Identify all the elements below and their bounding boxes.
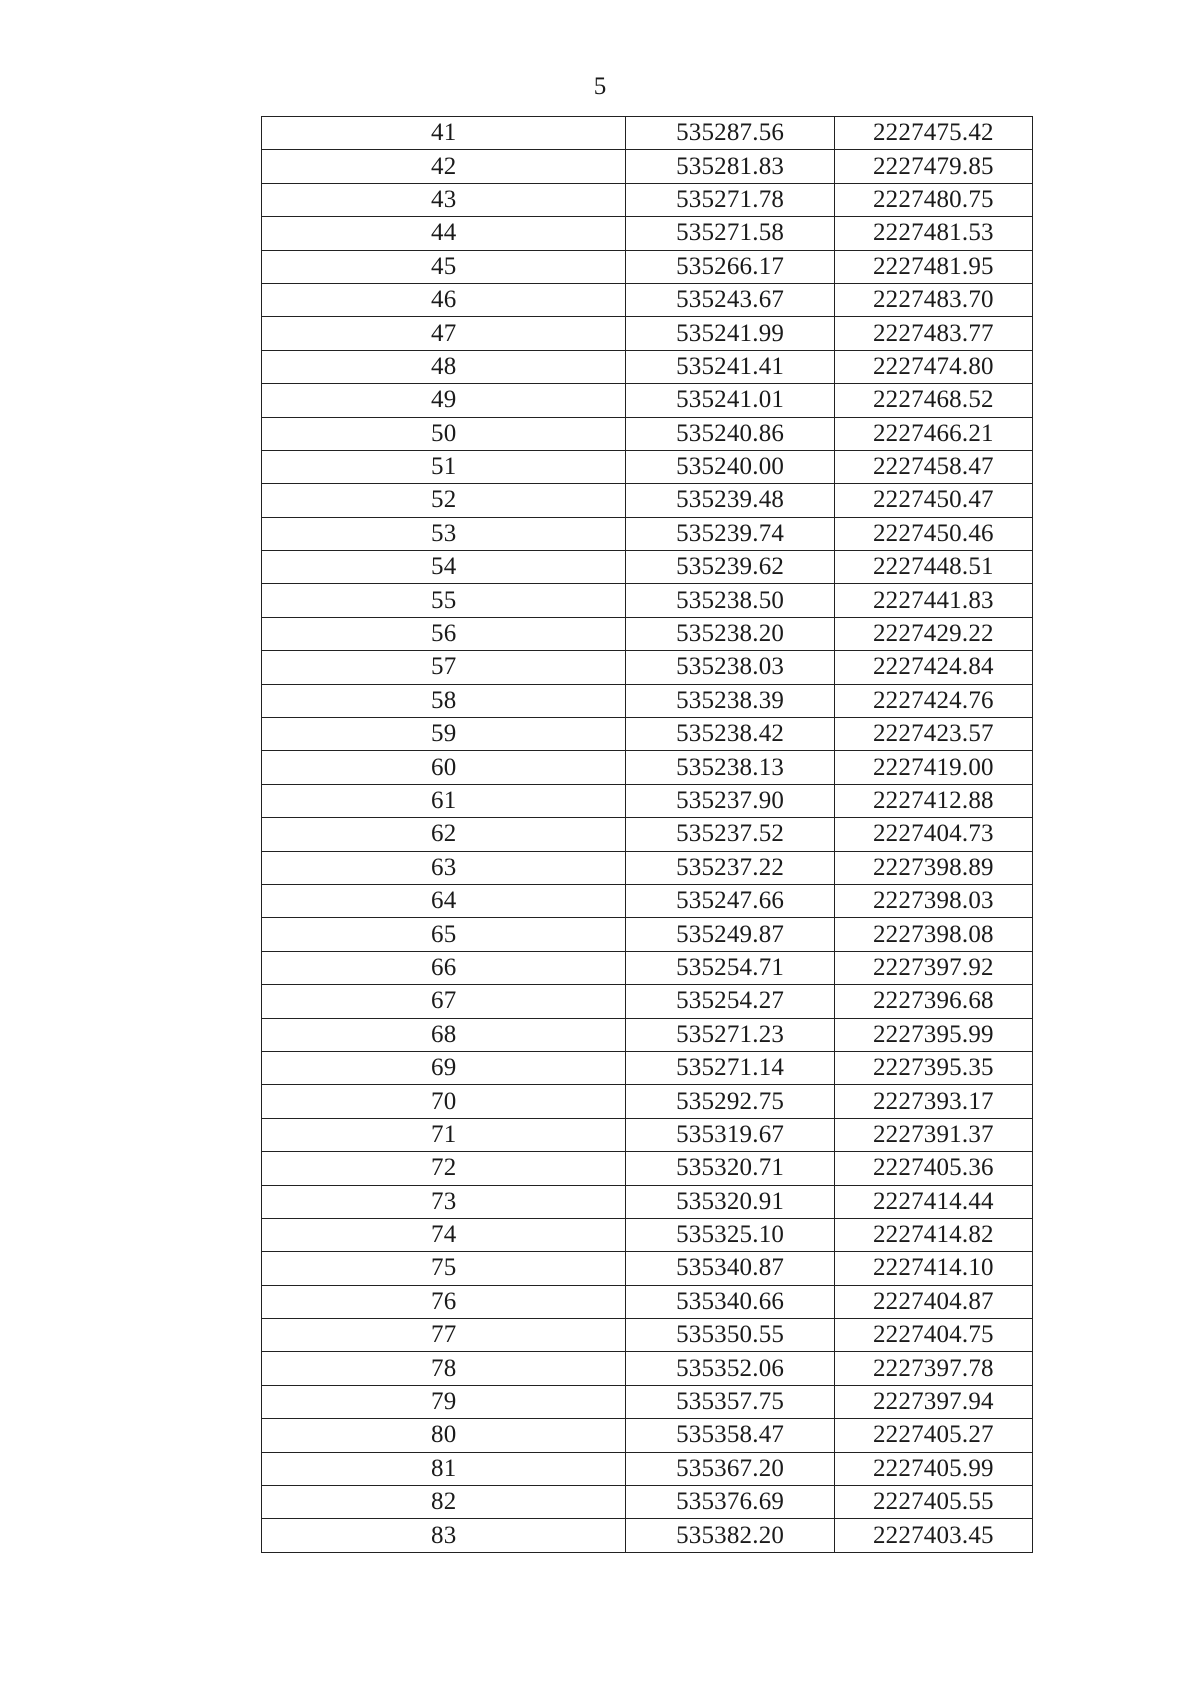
- x-coordinate-cell: 535266.17: [626, 250, 834, 283]
- y-coordinate-cell: 2227481.53: [834, 217, 1032, 250]
- table-row: [262, 1319, 1033, 1352]
- x-coordinate-cell: 535358.47: [626, 1419, 834, 1452]
- table-row: [262, 918, 1033, 951]
- y-coordinate-cell: 2227405.55: [834, 1486, 1032, 1519]
- point-number-cell: 64: [262, 884, 626, 917]
- point-number-cell: 73: [262, 1185, 626, 1218]
- y-coordinate-cell: 2227398.08: [834, 918, 1032, 951]
- x-coordinate-cell: 535241.99: [626, 317, 834, 350]
- y-coordinate-cell: 2227396.68: [834, 985, 1032, 1018]
- x-coordinate-cell: 535247.66: [626, 884, 834, 917]
- table-row: [262, 551, 1033, 584]
- y-coordinate-cell: 2227468.52: [834, 384, 1032, 417]
- x-coordinate-cell: 535340.87: [626, 1252, 834, 1285]
- y-coordinate-cell: 2227475.42: [834, 117, 1032, 150]
- point-number-cell: 48: [262, 350, 626, 383]
- point-number-cell: 83: [262, 1519, 626, 1552]
- x-coordinate-cell: 535350.55: [626, 1319, 834, 1352]
- x-coordinate-cell: 535237.52: [626, 818, 834, 851]
- y-coordinate-cell: 2227405.27: [834, 1419, 1032, 1452]
- x-coordinate-cell: 535271.78: [626, 183, 834, 216]
- x-coordinate-cell: 535357.75: [626, 1385, 834, 1418]
- y-coordinate-cell: 2227450.47: [834, 484, 1032, 517]
- point-number-cell: 76: [262, 1285, 626, 1318]
- x-coordinate-cell: 535319.67: [626, 1118, 834, 1151]
- table-row: [262, 417, 1033, 450]
- x-coordinate-cell: 535340.66: [626, 1285, 834, 1318]
- table-row: [262, 751, 1033, 784]
- x-coordinate-cell: 535281.83: [626, 150, 834, 183]
- point-number-cell: 44: [262, 217, 626, 250]
- table-row: [262, 951, 1033, 984]
- y-coordinate-cell: 2227424.76: [834, 684, 1032, 717]
- y-coordinate-cell: 2227403.45: [834, 1519, 1032, 1552]
- y-coordinate-cell: 2227480.75: [834, 183, 1032, 216]
- y-coordinate-cell: 2227429.22: [834, 617, 1032, 650]
- y-coordinate-cell: 2227398.89: [834, 851, 1032, 884]
- point-number-cell: 58: [262, 684, 626, 717]
- table-row: [262, 1152, 1033, 1185]
- y-coordinate-cell: 2227397.92: [834, 951, 1032, 984]
- y-coordinate-cell: 2227397.78: [834, 1352, 1032, 1385]
- point-number-cell: 60: [262, 751, 626, 784]
- y-coordinate-cell: 2227397.94: [834, 1385, 1032, 1418]
- y-coordinate-cell: 2227398.03: [834, 884, 1032, 917]
- x-coordinate-cell: 535254.71: [626, 951, 834, 984]
- table-row: [262, 1352, 1033, 1385]
- y-coordinate-cell: 2227479.85: [834, 150, 1032, 183]
- table-row: [262, 150, 1033, 183]
- y-coordinate-cell: 2227395.99: [834, 1018, 1032, 1051]
- point-number-cell: 57: [262, 651, 626, 684]
- x-coordinate-cell: 535241.01: [626, 384, 834, 417]
- coordinates-table: [261, 116, 1033, 1553]
- table-row: [262, 617, 1033, 650]
- table-row: [262, 1519, 1033, 1552]
- table-row: [262, 985, 1033, 1018]
- y-coordinate-cell: 2227483.70: [834, 283, 1032, 316]
- point-number-cell: 69: [262, 1051, 626, 1084]
- point-number-cell: 80: [262, 1419, 626, 1452]
- x-coordinate-cell: 535238.39: [626, 684, 834, 717]
- table-row: [262, 651, 1033, 684]
- table-row: [262, 1118, 1033, 1151]
- point-number-cell: 62: [262, 818, 626, 851]
- point-number-cell: 77: [262, 1319, 626, 1352]
- y-coordinate-cell: 2227483.77: [834, 317, 1032, 350]
- y-coordinate-cell: 2227419.00: [834, 751, 1032, 784]
- point-number-cell: 47: [262, 317, 626, 350]
- table-row: [262, 718, 1033, 751]
- table-row: [262, 1385, 1033, 1418]
- x-coordinate-cell: 535352.06: [626, 1352, 834, 1385]
- x-coordinate-cell: 535249.87: [626, 918, 834, 951]
- point-number-cell: 53: [262, 517, 626, 550]
- x-coordinate-cell: 535287.56: [626, 117, 834, 150]
- point-number-cell: 72: [262, 1152, 626, 1185]
- x-coordinate-cell: 535382.20: [626, 1519, 834, 1552]
- point-number-cell: 51: [262, 450, 626, 483]
- table-row: [262, 450, 1033, 483]
- y-coordinate-cell: 2227424.84: [834, 651, 1032, 684]
- table-row: [262, 350, 1033, 383]
- table-row: [262, 851, 1033, 884]
- y-coordinate-cell: 2227405.36: [834, 1152, 1032, 1185]
- x-coordinate-cell: 535238.20: [626, 617, 834, 650]
- point-number-cell: 45: [262, 250, 626, 283]
- x-coordinate-cell: 535376.69: [626, 1486, 834, 1519]
- point-number-cell: 81: [262, 1452, 626, 1485]
- x-coordinate-cell: 535237.22: [626, 851, 834, 884]
- y-coordinate-cell: 2227412.88: [834, 784, 1032, 817]
- x-coordinate-cell: 535239.74: [626, 517, 834, 550]
- table-row: [262, 818, 1033, 851]
- point-number-cell: 52: [262, 484, 626, 517]
- table-row: [262, 1218, 1033, 1251]
- x-coordinate-cell: 535320.91: [626, 1185, 834, 1218]
- y-coordinate-cell: 2227395.35: [834, 1051, 1032, 1084]
- point-number-cell: 67: [262, 985, 626, 1018]
- point-number-cell: 49: [262, 384, 626, 417]
- y-coordinate-cell: 2227404.87: [834, 1285, 1032, 1318]
- x-coordinate-cell: 535238.50: [626, 584, 834, 617]
- table-row: [262, 1452, 1033, 1485]
- table-row: [262, 517, 1033, 550]
- x-coordinate-cell: 535271.23: [626, 1018, 834, 1051]
- page-number: 5: [593, 73, 607, 100]
- point-number-cell: 56: [262, 617, 626, 650]
- table-row: [262, 1252, 1033, 1285]
- y-coordinate-cell: 2227474.80: [834, 350, 1032, 383]
- x-coordinate-cell: 535320.71: [626, 1152, 834, 1185]
- y-coordinate-cell: 2227481.95: [834, 250, 1032, 283]
- x-coordinate-cell: 535325.10: [626, 1218, 834, 1251]
- x-coordinate-cell: 535271.14: [626, 1051, 834, 1084]
- point-number-cell: 71: [262, 1118, 626, 1151]
- table-row: [262, 584, 1033, 617]
- x-coordinate-cell: 535271.58: [626, 217, 834, 250]
- point-number-cell: 63: [262, 851, 626, 884]
- point-number-cell: 50: [262, 417, 626, 450]
- table-row: [262, 250, 1033, 283]
- point-number-cell: 66: [262, 951, 626, 984]
- y-coordinate-cell: 2227458.47: [834, 450, 1032, 483]
- point-number-cell: 55: [262, 584, 626, 617]
- table-row: [262, 217, 1033, 250]
- point-number-cell: 70: [262, 1085, 626, 1118]
- y-coordinate-cell: 2227404.75: [834, 1319, 1032, 1352]
- point-number-cell: 61: [262, 784, 626, 817]
- point-number-cell: 43: [262, 183, 626, 216]
- table-row: [262, 117, 1033, 150]
- y-coordinate-cell: 2227414.82: [834, 1218, 1032, 1251]
- table-row: [262, 884, 1033, 917]
- x-coordinate-cell: 535238.03: [626, 651, 834, 684]
- y-coordinate-cell: 2227393.17: [834, 1085, 1032, 1118]
- y-coordinate-cell: 2227448.51: [834, 551, 1032, 584]
- table-row: [262, 1419, 1033, 1452]
- y-coordinate-cell: 2227441.83: [834, 584, 1032, 617]
- point-number-cell: 68: [262, 1018, 626, 1051]
- table-row: [262, 1486, 1033, 1519]
- point-number-cell: 59: [262, 718, 626, 751]
- point-number-cell: 41: [262, 117, 626, 150]
- point-number-cell: 42: [262, 150, 626, 183]
- y-coordinate-cell: 2227414.10: [834, 1252, 1032, 1285]
- y-coordinate-cell: 2227405.99: [834, 1452, 1032, 1485]
- x-coordinate-cell: 535367.20: [626, 1452, 834, 1485]
- point-number-cell: 65: [262, 918, 626, 951]
- point-number-cell: 79: [262, 1385, 626, 1418]
- point-number-cell: 82: [262, 1486, 626, 1519]
- y-coordinate-cell: 2227404.73: [834, 818, 1032, 851]
- point-number-cell: 78: [262, 1352, 626, 1385]
- x-coordinate-cell: 535254.27: [626, 985, 834, 1018]
- table-row: [262, 1085, 1033, 1118]
- x-coordinate-cell: 535237.90: [626, 784, 834, 817]
- table-row: [262, 1018, 1033, 1051]
- table-row: [262, 484, 1033, 517]
- table-row: [262, 1051, 1033, 1084]
- x-coordinate-cell: 535240.00: [626, 450, 834, 483]
- point-number-cell: 46: [262, 283, 626, 316]
- x-coordinate-cell: 535238.42: [626, 718, 834, 751]
- x-coordinate-cell: 535239.62: [626, 551, 834, 584]
- point-number-cell: 75: [262, 1252, 626, 1285]
- table-row: [262, 1285, 1033, 1318]
- point-number-cell: 74: [262, 1218, 626, 1251]
- table-row: [262, 283, 1033, 316]
- y-coordinate-cell: 2227423.57: [834, 718, 1032, 751]
- y-coordinate-cell: 2227414.44: [834, 1185, 1032, 1218]
- table-row: [262, 684, 1033, 717]
- x-coordinate-cell: 535238.13: [626, 751, 834, 784]
- table-row: [262, 183, 1033, 216]
- table-row: [262, 784, 1033, 817]
- x-coordinate-cell: 535240.86: [626, 417, 834, 450]
- table-row: [262, 384, 1033, 417]
- x-coordinate-cell: 535239.48: [626, 484, 834, 517]
- coordinates-table-body: [262, 117, 1033, 1553]
- table-row: [262, 1185, 1033, 1218]
- y-coordinate-cell: 2227466.21: [834, 417, 1032, 450]
- x-coordinate-cell: 535292.75: [626, 1085, 834, 1118]
- x-coordinate-cell: 535241.41: [626, 350, 834, 383]
- table-row: [262, 317, 1033, 350]
- y-coordinate-cell: 2227450.46: [834, 517, 1032, 550]
- y-coordinate-cell: 2227391.37: [834, 1118, 1032, 1151]
- point-number-cell: 54: [262, 551, 626, 584]
- x-coordinate-cell: 535243.67: [626, 283, 834, 316]
